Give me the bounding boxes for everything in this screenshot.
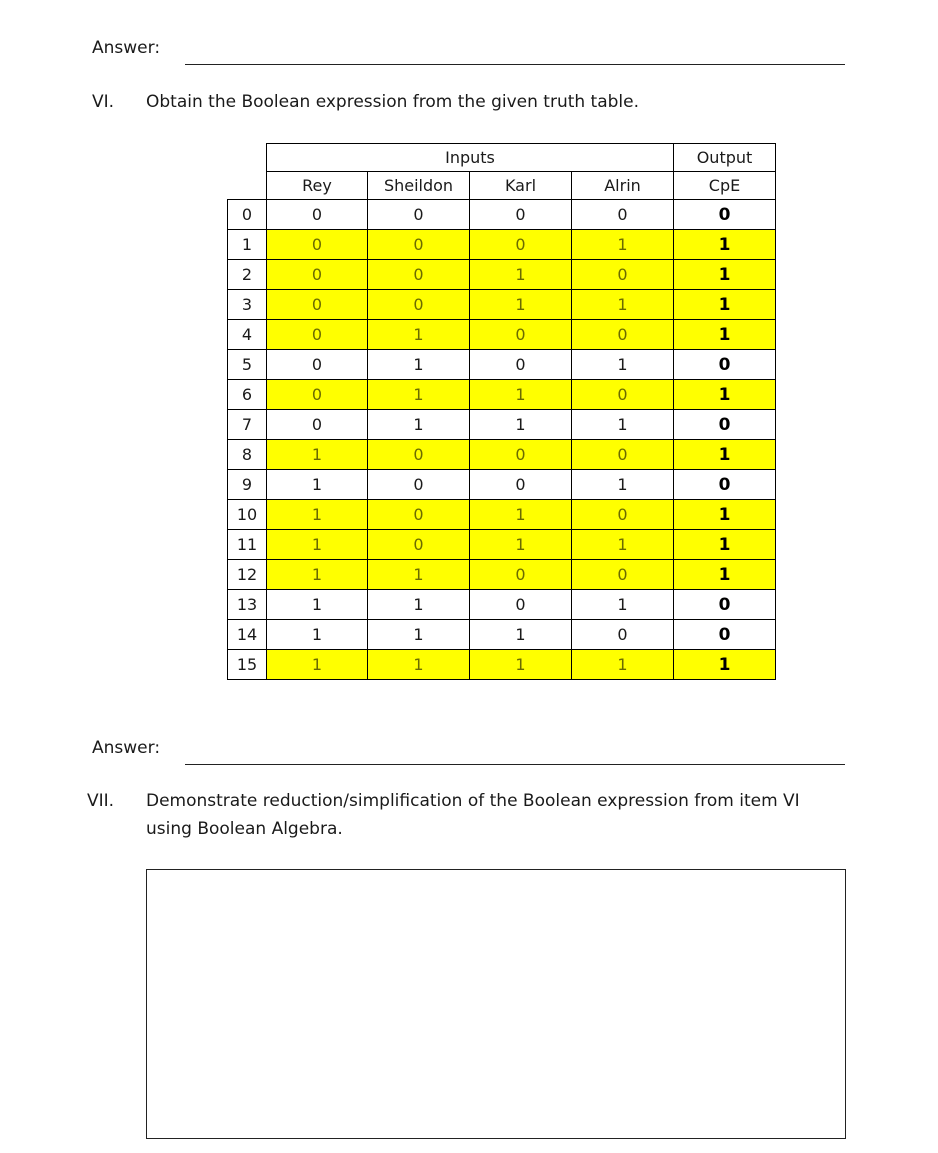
cell-alrin: 0 (572, 500, 674, 530)
cell-cpe: 1 (674, 650, 776, 680)
cell-karl: 0 (470, 590, 572, 620)
answer-label: Answer: (92, 38, 161, 58)
question-number: VII. (87, 791, 115, 811)
cell-rey: 1 (267, 620, 368, 650)
cell-alrin: 1 (572, 650, 674, 680)
cell-alrin: 0 (572, 440, 674, 470)
cell-karl: 0 (470, 440, 572, 470)
cell-rey: 1 (267, 440, 368, 470)
cell-sheildon: 0 (368, 500, 470, 530)
cell-rey: 1 (267, 650, 368, 680)
cell-rey: 1 (267, 530, 368, 560)
table-row (228, 560, 776, 590)
answer-underline (185, 764, 845, 765)
table-row (228, 380, 776, 410)
cell-alrin: 1 (572, 290, 674, 320)
cell-alrin: 1 (572, 470, 674, 500)
column-header-rey: Rey (267, 172, 368, 200)
cell-rey: 1 (267, 500, 368, 530)
cell-sheildon: 0 (368, 530, 470, 560)
row-index: 11 (228, 530, 267, 560)
row-index: 6 (228, 380, 267, 410)
cell-karl: 1 (470, 290, 572, 320)
question-text: Demonstrate reduction/simplification of the Boolean expression from item VI using Boolean Algebra. (146, 791, 800, 839)
cell-alrin: 0 (572, 260, 674, 290)
column-header-karl: Karl (470, 172, 572, 200)
cell-cpe: 0 (674, 470, 776, 500)
cell-karl: 1 (470, 530, 572, 560)
cell-cpe: 0 (674, 350, 776, 380)
table-corner (228, 144, 267, 172)
cell-alrin: 1 (572, 590, 674, 620)
answer-field-v[interactable] (92, 37, 845, 67)
cell-karl: 1 (470, 500, 572, 530)
row-index: 8 (228, 440, 267, 470)
cell-karl: 1 (470, 380, 572, 410)
work-area-box[interactable] (146, 869, 846, 1139)
cell-rey: 0 (267, 410, 368, 440)
table-row (228, 590, 776, 620)
answer-underline (185, 64, 845, 65)
row-index: 10 (228, 500, 267, 530)
cell-cpe: 1 (674, 500, 776, 530)
table-row (228, 440, 776, 470)
question-text: Obtain the Boolean expression from the given truth table. (146, 92, 640, 112)
cell-sheildon: 1 (368, 590, 470, 620)
cell-cpe: 1 (674, 290, 776, 320)
cell-karl: 0 (470, 350, 572, 380)
cell-alrin: 1 (572, 230, 674, 260)
cell-alrin: 0 (572, 620, 674, 650)
table-row (228, 350, 776, 380)
cell-karl: 0 (470, 320, 572, 350)
row-index: 14 (228, 620, 267, 650)
truth-table (227, 143, 776, 680)
cell-sheildon: 0 (368, 200, 470, 230)
question-number: VI. (92, 92, 115, 112)
cell-karl: 0 (470, 560, 572, 590)
cell-sheildon: 0 (368, 230, 470, 260)
cell-sheildon: 1 (368, 320, 470, 350)
row-index: 15 (228, 650, 267, 680)
cell-alrin: 1 (572, 350, 674, 380)
cell-alrin: 0 (572, 320, 674, 350)
row-index: 1 (228, 230, 267, 260)
cell-alrin: 1 (572, 410, 674, 440)
cell-sheildon: 1 (368, 350, 470, 380)
row-index: 3 (228, 290, 267, 320)
answer-label: Answer: (92, 738, 161, 758)
table-row (228, 620, 776, 650)
cell-alrin: 0 (572, 200, 674, 230)
cell-karl: 1 (470, 650, 572, 680)
cell-alrin: 0 (572, 380, 674, 410)
cell-cpe: 1 (674, 260, 776, 290)
cell-cpe: 1 (674, 380, 776, 410)
row-index: 9 (228, 470, 267, 500)
table-row (228, 200, 776, 230)
cell-rey: 0 (267, 290, 368, 320)
cell-cpe: 0 (674, 410, 776, 440)
cell-sheildon: 1 (368, 560, 470, 590)
table-row (228, 260, 776, 290)
cell-cpe: 1 (674, 530, 776, 560)
row-index: 12 (228, 560, 267, 590)
cell-rey: 0 (267, 320, 368, 350)
cell-karl: 0 (470, 200, 572, 230)
cell-cpe: 1 (674, 440, 776, 470)
table-row (228, 530, 776, 560)
cell-sheildon: 1 (368, 380, 470, 410)
cell-rey: 0 (267, 350, 368, 380)
cell-cpe: 1 (674, 320, 776, 350)
output-group-header: Output (674, 144, 776, 172)
cell-karl: 1 (470, 620, 572, 650)
column-header-cpe: CpE (674, 172, 776, 200)
table-row (228, 470, 776, 500)
table-row (228, 500, 776, 530)
cell-rey: 0 (267, 380, 368, 410)
table-row (228, 320, 776, 350)
table-corner-2 (228, 172, 267, 200)
row-index: 5 (228, 350, 267, 380)
row-index: 0 (228, 200, 267, 230)
row-index: 4 (228, 320, 267, 350)
cell-rey: 0 (267, 200, 368, 230)
table-row (228, 230, 776, 260)
inputs-group-header: Inputs (267, 144, 674, 172)
cell-sheildon: 0 (368, 470, 470, 500)
answer-field-vi[interactable] (92, 737, 845, 767)
row-index: 13 (228, 590, 267, 620)
cell-cpe: 0 (674, 200, 776, 230)
cell-karl: 0 (470, 230, 572, 260)
cell-sheildon: 0 (368, 260, 470, 290)
cell-cpe: 1 (674, 230, 776, 260)
cell-rey: 1 (267, 590, 368, 620)
cell-cpe: 1 (674, 560, 776, 590)
cell-rey: 1 (267, 470, 368, 500)
cell-karl: 1 (470, 410, 572, 440)
cell-sheildon: 1 (368, 620, 470, 650)
cell-sheildon: 0 (368, 440, 470, 470)
cell-rey: 1 (267, 560, 368, 590)
table-row (228, 290, 776, 320)
column-header-sheildon: Sheildon (368, 172, 470, 200)
table-row (228, 410, 776, 440)
cell-rey: 0 (267, 260, 368, 290)
cell-alrin: 0 (572, 560, 674, 590)
table-row (228, 650, 776, 680)
cell-sheildon: 1 (368, 650, 470, 680)
row-index: 7 (228, 410, 267, 440)
cell-karl: 1 (470, 260, 572, 290)
cell-cpe: 0 (674, 620, 776, 650)
cell-sheildon: 1 (368, 410, 470, 440)
cell-rey: 0 (267, 230, 368, 260)
cell-sheildon: 0 (368, 290, 470, 320)
column-header-alrin: Alrin (572, 172, 674, 200)
cell-cpe: 0 (674, 590, 776, 620)
cell-karl: 0 (470, 470, 572, 500)
cell-alrin: 1 (572, 530, 674, 560)
row-index: 2 (228, 260, 267, 290)
